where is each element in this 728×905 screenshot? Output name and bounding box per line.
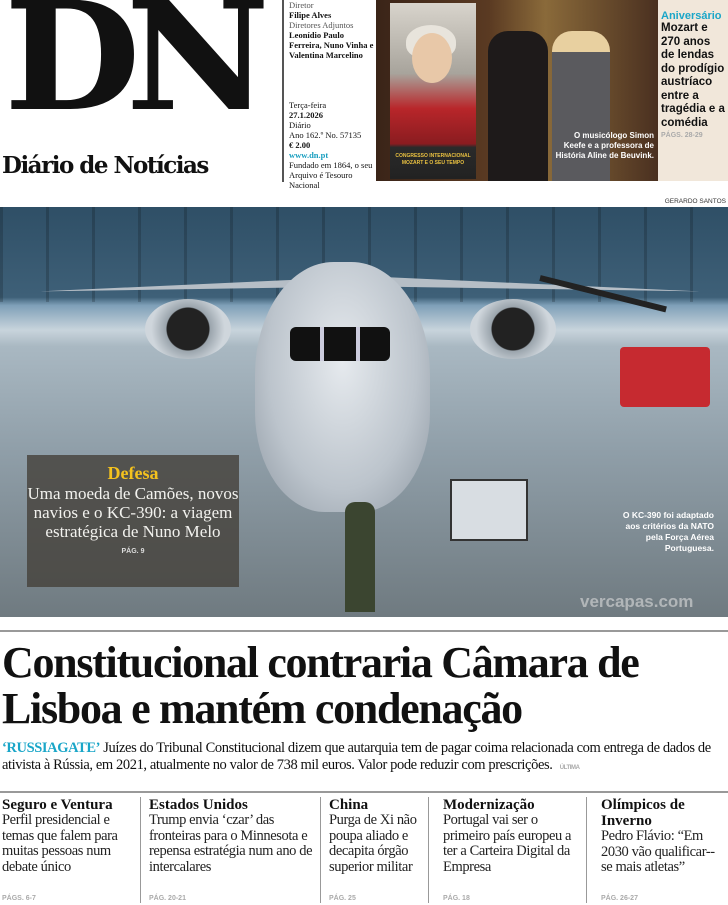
defesa-headline: Uma moeda de Camões, novos navios e o KC-390: a viagem estratégica de Nuno Melo (27, 484, 239, 541)
brief-kicker: Estados Unidos (149, 797, 248, 813)
lead-pages: ÚLTIMA (559, 765, 580, 771)
soldier (345, 502, 375, 612)
divider (0, 630, 728, 632)
cockpit-windows (290, 327, 390, 361)
lead-body: Juízes do Tribunal Constitucional dizem que autarquia tem de pagar coima relacionada com entrega de dados de ativista à Rússia, em 2021, atualmente no valor de 738 mil euros. Valor pode reduzir com prescrições. (2, 740, 711, 773)
mozart-caption: O musicólogo Simon Keefe e a professora de História Aline de Beuvink. (555, 131, 654, 160)
brief-body: Portugal vai ser o primeiro país europeu a ter a Carteira Digital da Empresa (443, 812, 572, 875)
watermark: vercapas.com (580, 592, 694, 611)
logo-mark: DN (4, 0, 256, 145)
masthead-info (282, 0, 376, 190)
brief-pages: PÁG. 26-27 (601, 895, 638, 902)
news-briefs (0, 797, 728, 905)
defesa-kicker: Defesa (107, 463, 159, 483)
brief-item[interactable] (140, 797, 320, 903)
defesa-pages: PÁG. 9 (121, 548, 145, 555)
anniversary-pages: PÁGS. 28-29 (661, 132, 703, 139)
brief-pages: PÁGS. 6-7 (2, 895, 36, 902)
aircraft-fuselage (255, 262, 430, 512)
website-link[interactable]: www.dn.pt (289, 150, 329, 160)
anniversary-kicker: Aniversário (661, 10, 722, 22)
frequency: Diário (289, 120, 311, 130)
divider (0, 791, 728, 793)
lead-kicker: ‘RUSSIAGATE’ (2, 740, 101, 756)
brief-pages: PÁG. 18 (443, 895, 470, 902)
masthead-logo[interactable] (0, 0, 278, 185)
person-man (488, 31, 548, 181)
issue-date: 27.1.2026 (289, 110, 323, 120)
edition-number: Ano 162.º No. 57135 (289, 130, 362, 140)
price: € 2.00 (289, 140, 311, 150)
brief-item[interactable] (0, 797, 140, 903)
brief-item[interactable] (320, 797, 428, 903)
equipment-cart (450, 479, 528, 541)
brief-item[interactable] (428, 797, 586, 903)
right-engine (470, 299, 556, 359)
left-engine (145, 299, 231, 359)
director-label: Diretor (289, 0, 314, 10)
brief-item[interactable] (586, 797, 728, 903)
photo-credit: GERARDO SANTOS (664, 198, 726, 205)
brief-kicker: Seguro e Ventura (2, 797, 113, 813)
brief-kicker: Modernização (443, 797, 535, 813)
founded-note: Fundado em 1864, o seu Arquivo é Tesouro Nacional (289, 160, 373, 190)
lead-headline[interactable]: Constitucional contraria Câmara de Lisboa e mantém condenação (2, 638, 639, 733)
brief-pages: PÁG. 20-21 (149, 895, 186, 902)
lead-subhead (2, 740, 728, 777)
brief-body: Purga de Xi não poupa aliado e decapita órgão superior militar (329, 812, 417, 875)
newspaper-name: Diário de Notícias (2, 152, 208, 179)
red-lift (620, 347, 710, 407)
brief-kicker: Olímpicos de Inverno (601, 797, 685, 829)
weekday: Terça-feira (289, 100, 327, 110)
brief-body: Trump envia ‘czar’ das fronteiras para o Minnesota e repensa estratégia num ano de intercalares (149, 812, 313, 875)
director-name: Filipe Alves (289, 10, 332, 20)
photo-caption: O KC-390 foi adaptado aos critérios da NATO pela Força Aérea Portuguesa. (622, 510, 714, 553)
mozart-photo[interactable] (376, 0, 658, 181)
deputies-names: Leonídio Paulo Ferreira, Nuno Vinha e Valentina Marcelino (289, 30, 374, 60)
anniversary-teaser[interactable] (658, 0, 728, 181)
brief-kicker: China (329, 797, 369, 813)
brief-body: Perfil presidencial e temas que falem para muitas pessoas num debate único (2, 812, 118, 875)
brief-pages: PÁG. 25 (329, 895, 356, 902)
kc390-photo[interactable] (0, 207, 728, 617)
deputies-label: Diretores Adjuntos (289, 20, 354, 30)
defesa-teaser[interactable] (27, 455, 239, 587)
mozart-banner (390, 3, 476, 179)
brief-body: Pedro Flávio: “Em 2030 vão qualificar--se mais atletas” (601, 828, 715, 875)
anniversary-headline: Mozart e 270 anos de lendas do prodígio austríaco entre a tragédia e a comédia (661, 22, 725, 129)
banner-text: CONGRESSO INTERNACIONAL MOZART E O SEU TEMPO (395, 153, 471, 166)
